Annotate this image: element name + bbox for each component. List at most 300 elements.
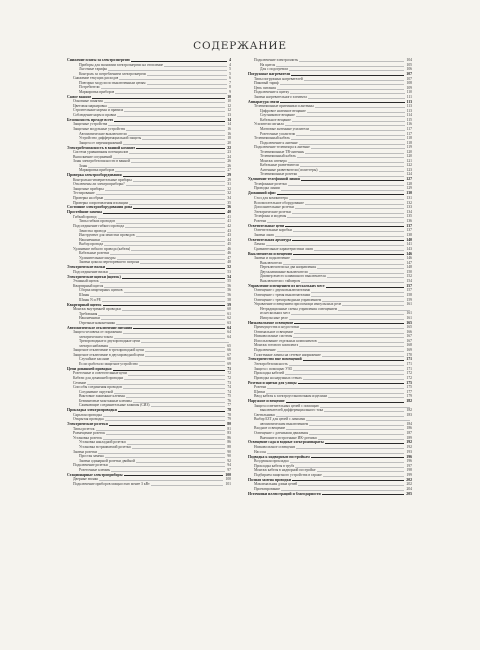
toc-page-number: 189 bbox=[406, 435, 412, 440]
toc-leader-line bbox=[126, 397, 225, 398]
toc-leader-line bbox=[267, 222, 404, 223]
toc-page-number: 143 bbox=[406, 246, 412, 251]
toc-entry-title: Импульсные реле bbox=[260, 315, 288, 320]
toc-page-number: 146 bbox=[406, 251, 412, 256]
toc-page-number: 74 bbox=[227, 385, 231, 390]
toc-leader-line bbox=[293, 337, 404, 338]
toc-entry-title: Подводка к надворным постройкам bbox=[248, 454, 310, 459]
toc-leader-line bbox=[136, 236, 226, 237]
toc-page-number: 31 bbox=[227, 182, 231, 187]
toc-leader-line bbox=[106, 434, 225, 435]
toc-page-number: 72 bbox=[227, 376, 231, 381]
toc-entry-title: Ввод кабеля к электроустановочным изделиям bbox=[254, 394, 327, 399]
toc-entry-title: Цепи домашней проводки bbox=[67, 366, 112, 371]
toc-page-number: 108 bbox=[406, 81, 412, 86]
toc-entry-title: Кабельные розетки bbox=[79, 251, 110, 256]
toc-leader-line bbox=[294, 323, 404, 324]
toc-page-number: 120 bbox=[406, 154, 412, 159]
toc-leader-line bbox=[139, 365, 225, 366]
toc-entry-title: Автоматическое отключение питания bbox=[67, 325, 133, 330]
toc-leader-line bbox=[266, 393, 404, 394]
toc-page-number: 161 bbox=[406, 311, 412, 316]
toc-page-number: 110 bbox=[406, 90, 412, 95]
toc-leader-line bbox=[131, 250, 225, 251]
toc-page-number: 23 bbox=[227, 150, 231, 155]
toc-leader-line bbox=[151, 406, 226, 407]
toc-entry-title: Защитные приборы bbox=[73, 186, 104, 191]
toc-leader-line bbox=[126, 185, 226, 186]
toc-entry-title: Электрические розетки bbox=[254, 209, 291, 214]
toc-entry-title: Низковольтные системы bbox=[254, 334, 293, 339]
toc-leader-line bbox=[108, 107, 226, 108]
toc-page-number: 175 bbox=[406, 385, 412, 390]
toc-entry-title: Защитные устройства bbox=[73, 122, 108, 127]
toc-entry-title: Выбор БЗТ для цепей с лампами bbox=[254, 417, 306, 422]
toc-leader-line bbox=[299, 144, 405, 145]
toc-leader-line bbox=[127, 444, 226, 445]
toc-entry-title: Насосы bbox=[254, 449, 266, 454]
toc-leader-line bbox=[107, 232, 225, 233]
toc-subsection-entry bbox=[248, 353, 412, 358]
toc-leader-line bbox=[288, 162, 405, 163]
toc-entry-title: Розеточные и осветительные цепи bbox=[73, 371, 127, 376]
toc-entry-title: Квартирный щиток bbox=[67, 302, 102, 307]
toc-page-number: 66 bbox=[227, 348, 231, 353]
toc-page-number: 137 bbox=[406, 223, 412, 228]
toc-leader-line bbox=[303, 379, 405, 380]
toc-entry-title: Проектирование bbox=[254, 486, 280, 491]
toc-entry-title: Розетки и щитки для улицы bbox=[248, 380, 297, 385]
toc-leader-line bbox=[131, 61, 227, 62]
toc-entry-title: Проверка на обрыв bbox=[73, 195, 104, 200]
toc-page-number: 52 bbox=[227, 265, 231, 270]
toc-entry-title: Замена розетки bbox=[73, 449, 98, 454]
toc-page-number: 62 bbox=[227, 316, 231, 321]
toc-page-number: 186 bbox=[406, 426, 412, 431]
toc-leader-line bbox=[291, 139, 405, 140]
toc-page-number: 12 bbox=[227, 103, 231, 108]
toc-page-number: 53 bbox=[227, 269, 231, 274]
toc-entry-title: Безвинтовые монтажные клеммы bbox=[79, 398, 132, 403]
toc-page-number: 165 bbox=[406, 325, 412, 330]
toc-page-number: 45 bbox=[227, 242, 231, 247]
toc-page-number: 137 bbox=[406, 228, 412, 233]
toc-page-number: 78 bbox=[227, 408, 231, 413]
toc-entry-title: Отрезные наконечники bbox=[79, 320, 116, 325]
toc-leader-line bbox=[292, 480, 404, 481]
toc-page-number: 152 bbox=[406, 274, 412, 279]
toc-leader-line bbox=[101, 241, 225, 242]
toc-entry-title: Подключение электроплиты bbox=[254, 58, 299, 62]
toc-leader-line bbox=[281, 190, 405, 191]
toc-leader-line bbox=[129, 204, 225, 205]
toc-page-number: 170 bbox=[406, 352, 412, 357]
toc-entry-title: Источники иллюстраций и благодарности bbox=[248, 491, 321, 496]
toc-page-number: 41 bbox=[227, 219, 231, 224]
toc-left-column bbox=[67, 58, 231, 634]
toc-leader-line bbox=[297, 157, 405, 158]
toc-entry-title: Замена одинарной розетки двойной bbox=[79, 458, 136, 463]
toc-leader-line bbox=[141, 342, 229, 343]
toc-entry-title: Полная замена проводки bbox=[248, 477, 291, 482]
toc-page-number: 80 bbox=[227, 422, 231, 427]
toc-leader-line bbox=[108, 70, 227, 71]
toc-page-number: 75 bbox=[227, 394, 231, 399]
toc-entry-title: Розеточные усилители bbox=[260, 131, 296, 136]
toc-entry-title: Аппаратура связи bbox=[248, 99, 280, 104]
toc-entry-title: Случайное касание bbox=[79, 357, 110, 362]
toc-entry-title: Сборка квартирных щитков bbox=[79, 288, 123, 293]
toc-subsection-entry bbox=[67, 298, 231, 303]
toc-page-number: 6 bbox=[229, 76, 231, 81]
toc-entry-title: Выбор провода bbox=[79, 242, 104, 247]
toc-entry-title: Освещение с тремя выключателями bbox=[254, 293, 311, 298]
toc-leader-line bbox=[305, 153, 404, 154]
toc-leader-line bbox=[294, 333, 404, 334]
toc-entry-title: Защита с помощью УЗО bbox=[254, 366, 293, 371]
toc-entry-title: Удлинение телефонной линии bbox=[248, 177, 300, 182]
toc-page-number: 32 bbox=[227, 191, 231, 196]
toc-page-number: 107 bbox=[406, 72, 412, 77]
toc-entry-title: Шины bbox=[79, 293, 90, 298]
toc-entry-title: Телефоны и модемы bbox=[254, 214, 287, 219]
toc-leader-line bbox=[142, 139, 225, 140]
toc-subsection-entry bbox=[248, 487, 412, 492]
toc-entry-title: Сжимающие соединительные зажимы (СИЗ) bbox=[79, 403, 150, 408]
toc-page-number: 34 bbox=[227, 195, 231, 200]
toc-entry-title: Монтаж кабеля в надворной постройке bbox=[254, 468, 316, 473]
toc-leader-line bbox=[298, 176, 404, 177]
toc-page-number: 171 bbox=[406, 357, 412, 362]
toc-page-number: 29 bbox=[227, 173, 231, 178]
toc-page-number: 63 bbox=[227, 320, 231, 325]
toc-leader-line bbox=[103, 213, 225, 214]
toc-entry-title: Диммер вместо клавишного выключателя bbox=[260, 274, 326, 279]
toc-subsection-entry bbox=[248, 316, 412, 321]
toc-leader-line bbox=[109, 466, 226, 467]
toc-page-number: 198 bbox=[406, 468, 412, 473]
toc-entry-title: Подсоединение вилки bbox=[73, 269, 108, 274]
toc-leader-line bbox=[277, 194, 404, 195]
toc-entry-title: Кабельное вещание bbox=[260, 117, 291, 122]
toc-entry-title: Строительные нормы и правила bbox=[73, 108, 124, 113]
toc-page-number: 107 bbox=[406, 76, 412, 81]
toc-page-number: 68 bbox=[227, 357, 231, 362]
toc-subsection-entry bbox=[67, 417, 231, 422]
toc-entry-title: На щиток bbox=[260, 62, 276, 67]
toc-page-number: 140 bbox=[406, 237, 412, 242]
toc-subsection-entry bbox=[67, 260, 231, 265]
toc-leader-line bbox=[123, 333, 226, 334]
toc-entry-title: Осветительные цепи bbox=[248, 223, 285, 228]
toc-page-number: 24 bbox=[227, 154, 231, 159]
toc-page-number: 18 bbox=[227, 136, 231, 141]
toc-page-number: 4 bbox=[229, 62, 231, 67]
toc-page-number: 161 bbox=[406, 302, 412, 307]
toc-page-number: 86 bbox=[227, 440, 231, 445]
toc-entry-title: Подключение bbox=[254, 347, 276, 352]
toc-page-number: 54 bbox=[227, 274, 231, 279]
toc-leader-line bbox=[133, 402, 226, 403]
toc-page-number: 26 bbox=[227, 163, 231, 168]
toc-entry-title: Погружные нагреватели bbox=[248, 72, 291, 77]
toc-entry-title: Подбираем защитного устройства в гараже bbox=[254, 472, 322, 477]
toc-page-number: 26 bbox=[227, 159, 231, 164]
toc-page-number: 16 bbox=[227, 126, 231, 131]
toc-page-number: 177 bbox=[406, 389, 412, 394]
toc-entry-title: Требования bbox=[79, 311, 98, 316]
toc-page-number: 72 bbox=[227, 371, 231, 376]
toc-page-number: 118 bbox=[406, 136, 412, 141]
toc-leader-line bbox=[320, 407, 410, 408]
toc-leader-line bbox=[323, 476, 405, 477]
toc-entry-title: Винтовые зажимные клеммы bbox=[79, 394, 125, 399]
toc-page-number: 165 bbox=[406, 320, 412, 325]
toc-entry-title: Зоны электробезопасности в ванной bbox=[73, 159, 130, 164]
toc-page-number: 106 bbox=[406, 67, 412, 72]
toc-entry-title: Вспомогательное оборудование bbox=[254, 200, 304, 205]
toc-page-number: 109 bbox=[406, 85, 412, 90]
toc-leader-line bbox=[114, 393, 225, 394]
toc-leader-line bbox=[133, 181, 226, 182]
toc-leader-line bbox=[104, 199, 225, 200]
toc-leader-line bbox=[289, 70, 405, 71]
toc-leader-line bbox=[300, 328, 405, 329]
toc-leader-line bbox=[117, 116, 225, 117]
toc-leader-line bbox=[105, 190, 226, 191]
toc-leader-line bbox=[113, 370, 226, 371]
toc-leader-line bbox=[281, 490, 405, 491]
toc-entry-title: Способы соединения проводов bbox=[73, 385, 122, 390]
toc-leader-line bbox=[293, 254, 404, 255]
toc-entry-title: Открытая проводка bbox=[73, 417, 104, 422]
toc-leader-line bbox=[122, 278, 225, 279]
toc-entry-title: из нескольких мест bbox=[260, 311, 291, 316]
toc-page-number: 169 bbox=[406, 347, 412, 352]
toc-leader-line bbox=[109, 273, 226, 274]
toc-leader-line bbox=[328, 397, 404, 398]
toc-page-number: 168 bbox=[406, 343, 412, 348]
toc-page-number: 172 bbox=[406, 371, 412, 376]
toc-entry-title: Воздушная прокладка bbox=[254, 459, 289, 464]
toc-subsection-entry bbox=[248, 450, 412, 455]
toc-leader-line bbox=[132, 448, 226, 449]
toc-section-entry bbox=[248, 492, 412, 497]
toc-leader-line bbox=[292, 240, 404, 241]
toc-leader-line bbox=[128, 375, 225, 376]
toc-leader-line bbox=[114, 121, 225, 122]
toc-entry-title: Проводка на наружных стенах bbox=[254, 375, 302, 380]
toc-page-number: 22 bbox=[227, 145, 231, 150]
toc-leader-line bbox=[108, 125, 225, 126]
toc-page-number: 123 bbox=[406, 167, 412, 172]
toc-leader-line bbox=[299, 61, 404, 62]
toc-leader-line bbox=[277, 89, 405, 90]
toc-leader-line bbox=[315, 107, 405, 108]
toc-page-number: 35 bbox=[227, 200, 231, 205]
toc-leader-line bbox=[116, 223, 225, 224]
toc-page-number: 64 bbox=[227, 334, 231, 339]
toc-entry-title: Розеточные клеммы bbox=[79, 467, 111, 472]
toc-entry-title: Осветительные коробки bbox=[254, 228, 292, 233]
toc-entry-title: Простейшие замены bbox=[67, 210, 103, 215]
toc-leader-line bbox=[338, 310, 410, 311]
toc-entry-title: Мачтовые антенные усилители bbox=[260, 126, 309, 131]
toc-entry-title: Лампы bbox=[254, 242, 265, 247]
toc-entry-title: Замена ламп bbox=[254, 232, 274, 237]
toc-leader-line bbox=[311, 296, 404, 297]
toc-page-number: 128 bbox=[406, 181, 412, 186]
toc-entry-title: Электробезопасность в ванной комнате bbox=[67, 145, 136, 150]
toc-entry-title: Тестирование bbox=[73, 191, 95, 196]
toc-entry-title: Сравнительные характеристики ламп bbox=[254, 246, 313, 251]
toc-entry-title: Маркировка приборов bbox=[79, 89, 115, 94]
toc-page-number: 69 bbox=[227, 362, 231, 366]
toc-page-number: 166 bbox=[406, 329, 412, 334]
toc-entry-title: Льготные тарифы bbox=[79, 67, 107, 72]
toc-subsection-entry bbox=[248, 279, 412, 284]
toc-entry-title: Освещение сада и водные электроаппараты bbox=[248, 440, 324, 445]
toc-leader-line bbox=[128, 135, 226, 136]
toc-leader-line bbox=[110, 361, 225, 362]
toc-leader-line bbox=[300, 166, 405, 167]
toc-subsection-entry bbox=[248, 67, 412, 72]
toc-leader-line bbox=[288, 185, 405, 186]
toc-page-number: 130 bbox=[406, 191, 412, 196]
toc-leader-line bbox=[133, 328, 225, 329]
toc-entry-title: Система уравнивания потенциалов bbox=[73, 150, 129, 155]
toc-page-number: 182 bbox=[406, 408, 412, 413]
toc-leader-line bbox=[285, 374, 404, 375]
toc-page-number: 32 bbox=[227, 186, 231, 191]
toc-leader-line bbox=[290, 462, 405, 463]
toc-leader-line bbox=[325, 443, 405, 444]
toc-entry-title: Пиковый тариф bbox=[254, 81, 279, 86]
toc-leader-line bbox=[129, 153, 225, 154]
toc-page-number: 73 bbox=[227, 380, 231, 385]
toc-leader-line bbox=[307, 112, 405, 113]
toc-entry-title: Инструмент для зачистки проводов bbox=[79, 233, 135, 238]
toc-entry-title: Установка розеток bbox=[73, 435, 102, 440]
toc-entry-title: Монтаж готового комплекта bbox=[254, 343, 299, 348]
toc-entry-title: Подсоединение гибкого провода bbox=[73, 224, 124, 229]
toc-leader-line bbox=[296, 116, 405, 117]
toc-subsection-entry bbox=[67, 482, 231, 487]
toc-leader-line bbox=[322, 301, 404, 302]
toc-leader-line bbox=[295, 467, 404, 468]
toc-page-number: 12 bbox=[227, 108, 231, 113]
toc-entry-title: Усилители сигнала bbox=[254, 122, 284, 127]
toc-entry-title: Наконечники bbox=[79, 237, 100, 242]
toc-page-number: 41 bbox=[227, 214, 231, 219]
toc-page-number: 122 bbox=[406, 163, 412, 168]
toc-entry-title: Спутниковое вещание bbox=[260, 113, 295, 118]
toc-page-number: 157 bbox=[406, 288, 412, 293]
toc-entry-title: Антенные разветвители (сплиттеры) bbox=[260, 167, 318, 172]
toc-leader-line bbox=[124, 475, 224, 476]
toc-leader-line bbox=[125, 227, 225, 228]
toc-entry-title: Проверка электрооборудования bbox=[67, 173, 122, 178]
toc-page-number: 65 bbox=[227, 343, 231, 348]
toc-leader-line bbox=[99, 480, 223, 481]
toc-page-number: 16 bbox=[227, 131, 231, 136]
toc-leader-line bbox=[164, 66, 227, 67]
toc-leader-line bbox=[277, 351, 405, 352]
toc-leader-line bbox=[289, 319, 405, 320]
toc-leader-line bbox=[111, 471, 225, 472]
toc-leader-line bbox=[113, 158, 225, 159]
toc-leader-line bbox=[291, 314, 404, 315]
toc-page-number: 10 bbox=[227, 99, 231, 104]
toc-page-number: 46 bbox=[227, 246, 231, 251]
toc-leader-line bbox=[151, 485, 224, 486]
toc-page-number: 121 bbox=[406, 158, 412, 163]
toc-entry-title: электрическим током bbox=[79, 334, 113, 339]
toc-page-number: 77 bbox=[227, 403, 231, 408]
toc-page-number: 187 bbox=[406, 430, 412, 435]
toc-leader-line bbox=[266, 245, 405, 246]
toc-page-number: 119 bbox=[406, 145, 412, 150]
toc-entry-title: Осветительная арматура bbox=[248, 237, 292, 242]
toc-entry-title: Розетки bbox=[254, 218, 267, 223]
toc-page-number: 197 bbox=[406, 463, 412, 468]
toc-page-number: 131 bbox=[406, 195, 412, 200]
toc-page-number: 113 bbox=[406, 99, 412, 104]
toc-entry-title: Снижение текущих расходов bbox=[73, 76, 119, 81]
toc-leader-line bbox=[291, 259, 405, 260]
toc-leader-line bbox=[289, 365, 405, 366]
toc-page-number: 199 bbox=[406, 472, 412, 477]
toc-entry-title: Маркировка приборов bbox=[79, 168, 115, 173]
toc-entry-title: Телевизионный кабель bbox=[260, 154, 296, 159]
toc-entry-title: Освещение с трехпроводным управлением bbox=[254, 297, 322, 302]
toc-leader-line bbox=[293, 370, 404, 371]
toc-leader-line bbox=[124, 111, 225, 112]
toc-subsection-entry bbox=[248, 247, 412, 252]
toc-page-number: 196 bbox=[406, 459, 412, 464]
toc-entry-title: Замена цоколя перегоревшего патрона bbox=[79, 260, 140, 265]
toc-entry-title: Повторно модули по выключенным цепям bbox=[79, 80, 146, 85]
toc-leader-line bbox=[117, 259, 226, 260]
toc-entry-title: Удлинение гибкого провода (кабеля) bbox=[73, 246, 131, 251]
toc-page-number: 114 bbox=[406, 113, 412, 118]
toc-page-number: 146 bbox=[406, 256, 412, 261]
toc-leader-line bbox=[87, 384, 225, 385]
toc-entry-title: Максимальная длина цепей bbox=[254, 482, 298, 487]
toc-page-number: 138 bbox=[406, 232, 412, 237]
toc-entry-title: Выключатели освещения bbox=[248, 251, 292, 256]
toc-entry-title: Защита человека от поражения bbox=[73, 330, 122, 335]
toc-subsection-entry bbox=[67, 270, 231, 275]
toc-leader-line bbox=[276, 416, 405, 417]
toc-entry-title: Управление освещением при помощи импульсных реле bbox=[254, 302, 342, 307]
toc-page-number: 116 bbox=[406, 122, 412, 127]
toc-leader-line bbox=[100, 282, 226, 283]
toc-leader-line bbox=[276, 66, 404, 67]
toc-entry-title: Электричество вне помещений bbox=[248, 357, 302, 362]
toc-page-number: 154 bbox=[406, 278, 412, 283]
toc-leader-line bbox=[131, 162, 225, 163]
toc-page-number: 7 bbox=[229, 80, 231, 85]
toc-right-column bbox=[248, 58, 412, 634]
toc-entry-title: Соблюдение норм и правил bbox=[73, 112, 117, 117]
toc-leader-line bbox=[109, 347, 225, 348]
toc-entry-title: Цифровое наземное вещание bbox=[260, 108, 306, 113]
toc-leader-line bbox=[115, 171, 225, 172]
toc-leader-line bbox=[122, 310, 226, 311]
toc-entry-title: Приборы для экономии электроэнергии на отопление bbox=[79, 62, 164, 67]
toc-page-number: 14 bbox=[227, 117, 231, 122]
